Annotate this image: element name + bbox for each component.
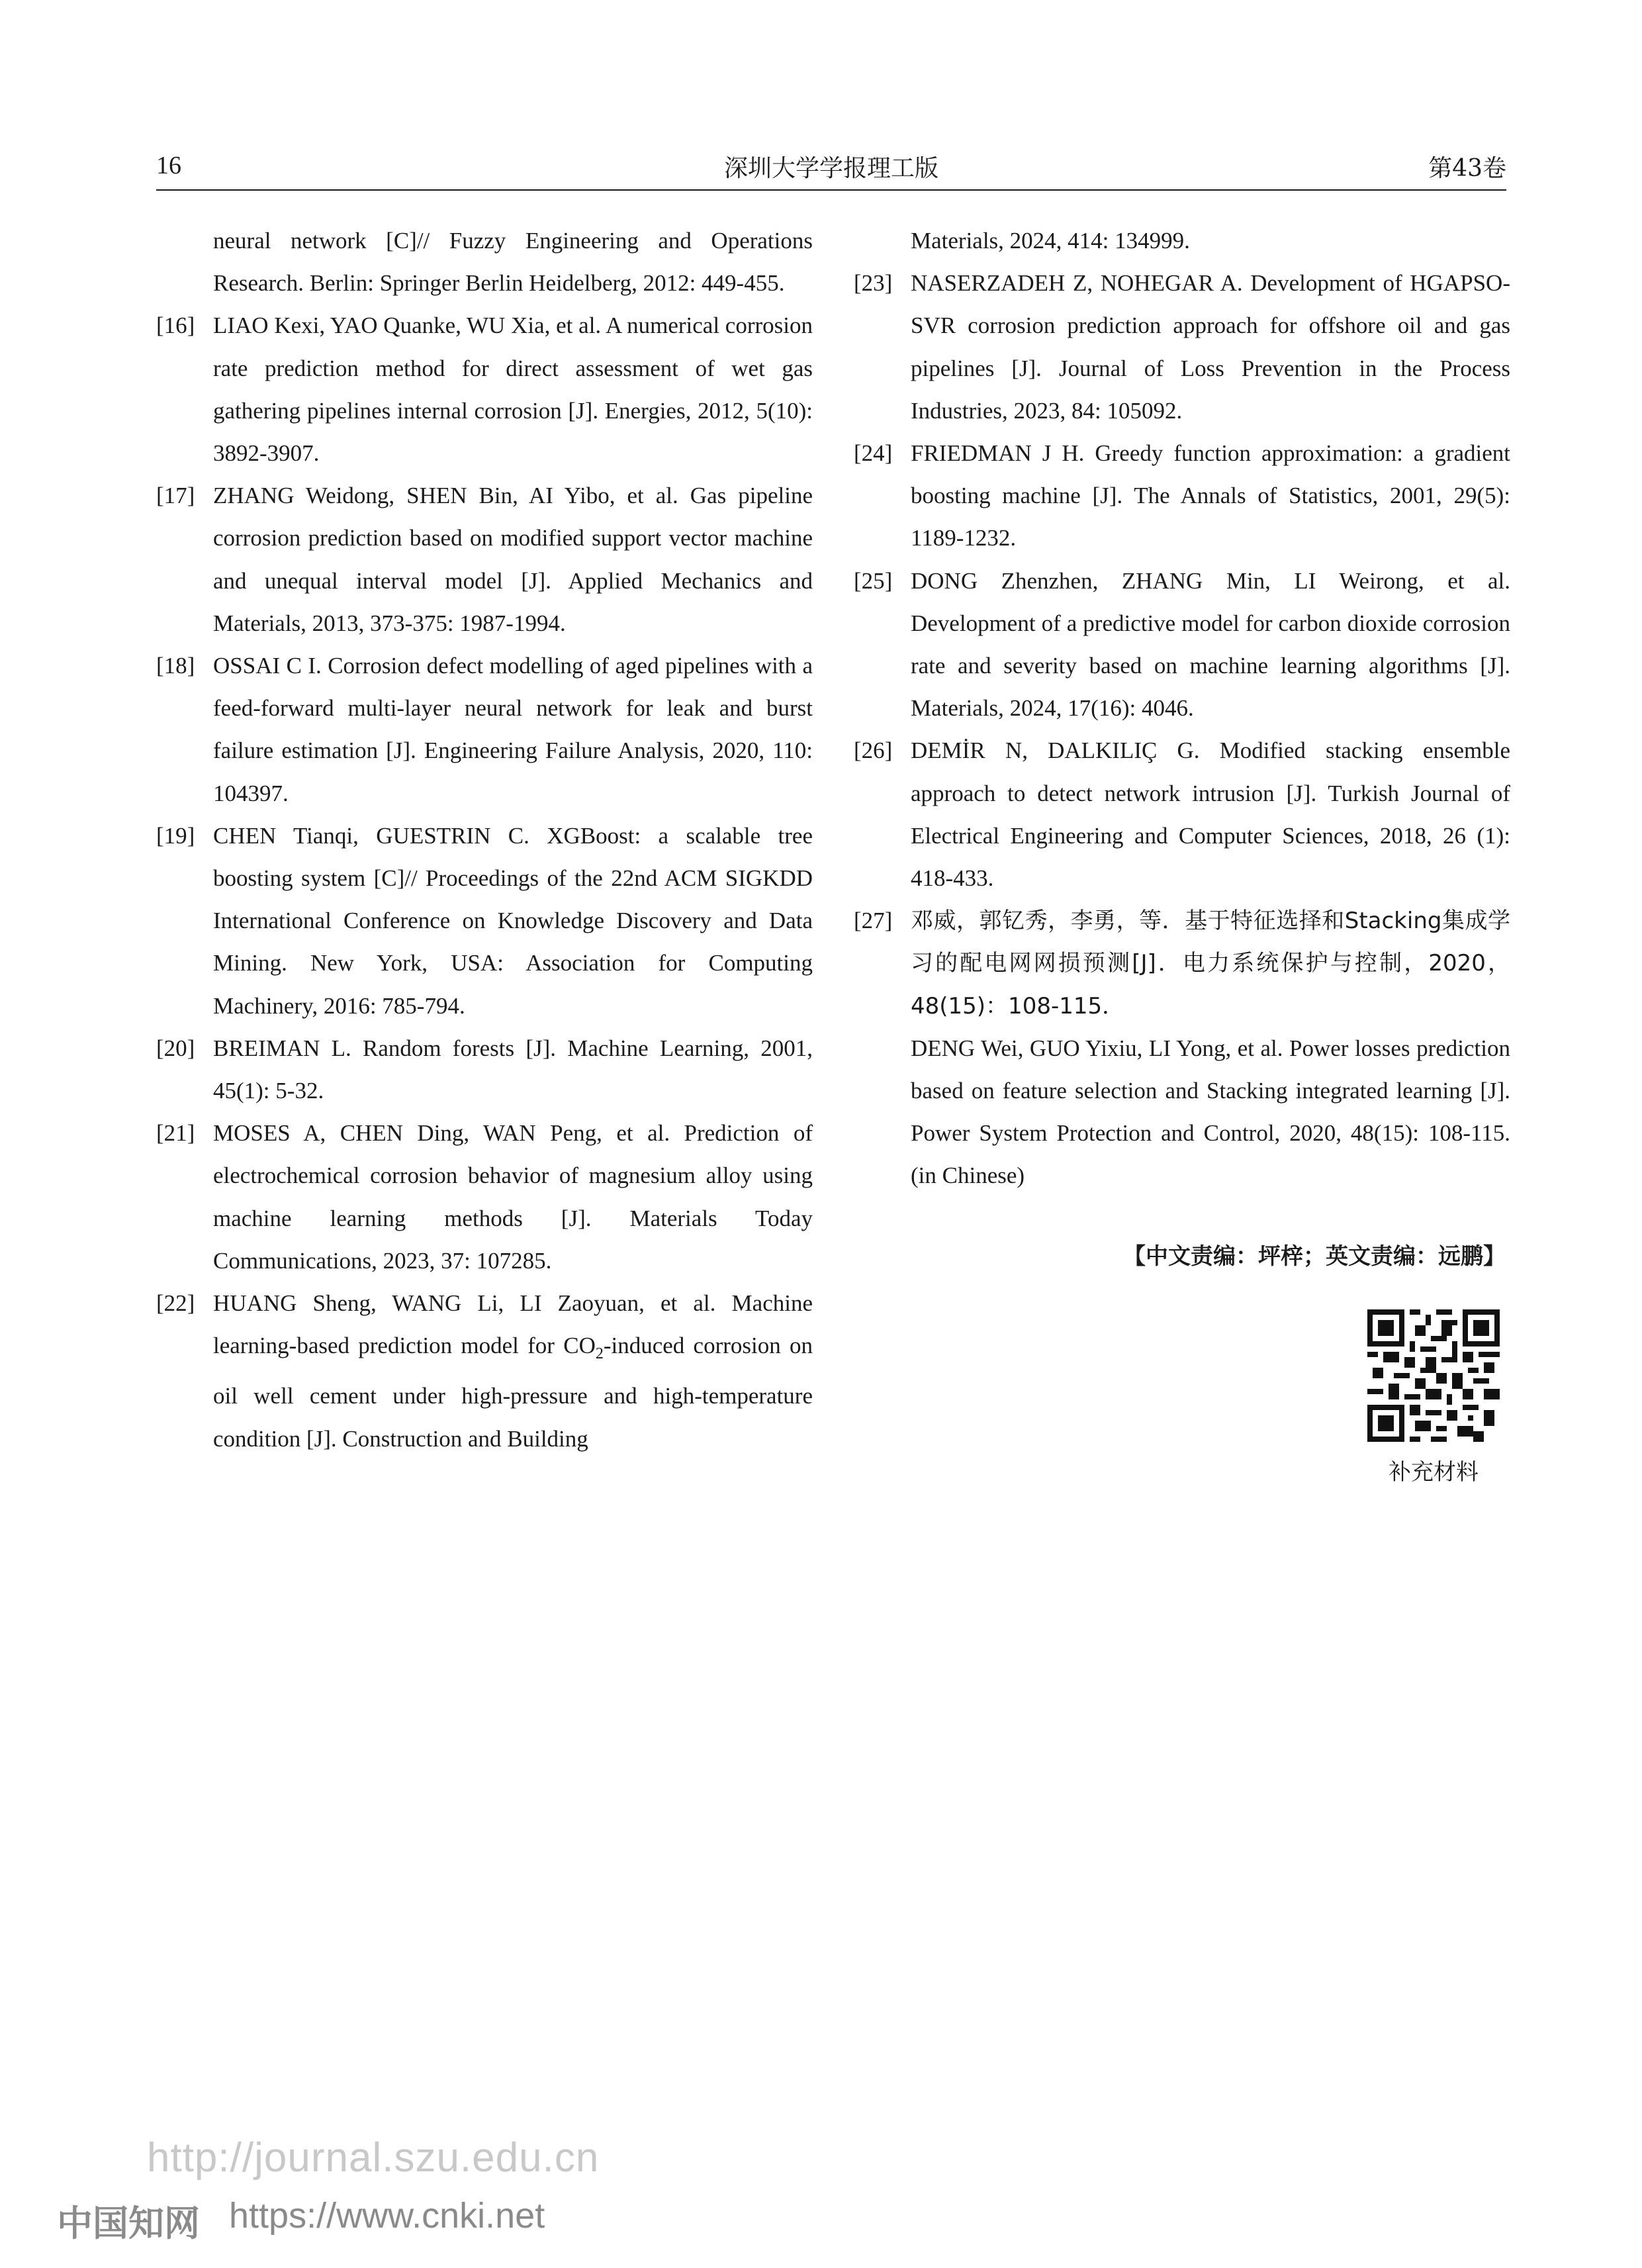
reference-item-21	[156, 1112, 813, 1282]
reference-number: [26]	[854, 737, 893, 764]
qr-code-icon[interactable]	[1367, 1309, 1500, 1442]
reference-text: OSSAI C I. Corrosion defect modelling of aged pipelines with a feed-forward multi-layer neural network for leak and burst failure estimation [J]. Engineering Failure Analysis, 2020, 110: 104397.	[213, 653, 813, 806]
volume-label: 第43卷	[1428, 155, 1506, 182]
reference-text-part: -induced corrosion on oil well cement under high-pressure and high-temperature condition [J]. Construction and Building	[213, 1333, 813, 1452]
reference-item-25	[854, 560, 1510, 730]
right-column	[854, 220, 1510, 1198]
subscript-2: 2	[595, 1345, 604, 1363]
reference-number: [16]	[156, 312, 195, 339]
reference-text: ZHANG Weidong, SHEN Bin, AI Yibo, et al. Gas pipeline corrosion prediction based on modified support vector machine and unequal interval model [J]. Applied Mechanics and Materials, 2013, 373-375: 1987-1994.	[213, 483, 813, 636]
reference-text: MOSES A, CHEN Ding, WAN Peng, et al. Prediction of electrochemical corrosion behavior of magnesium alloy using machine learning methods [J]. Materials Today Communications, 2023, 37: 107285.	[213, 1120, 813, 1274]
reference-number: [27]	[854, 908, 893, 934]
reference-item-20	[156, 1027, 813, 1112]
cnki-logo-text: 中国知网	[57, 2202, 200, 2244]
reference-number: [24]	[854, 440, 893, 467]
reference-item-27	[854, 900, 1510, 1197]
reference-number: [17]	[156, 483, 195, 509]
reference-continuation: neural network [C]// Fuzzy Engineering and Operations Research. Berlin: Springer Berlin Heidelberg, 2012: 449-455.	[213, 228, 813, 297]
reference-continuation: Materials, 2024, 414: 134999.	[911, 228, 1190, 254]
reference-item-17	[156, 475, 813, 645]
editor-credits: 【中文责编：坪梓；英文责编：远鹏】	[1123, 1243, 1506, 1270]
reference-text	[213, 1282, 813, 1460]
qr-caption: 补充材料	[1389, 1459, 1479, 1486]
reference-number: [25]	[854, 567, 893, 594]
reference-text-english: DENG Wei, GUO Yixiu, LI Yong, et al. Power losses prediction based on feature selection and Stacking integrated learning [J]. Power System Protection and Control, 2020, 48(15): 108-115. (in Chinese)	[911, 1035, 1510, 1189]
reference-item-24	[854, 432, 1510, 560]
reference-number: [19]	[156, 822, 195, 849]
reference-item-16	[156, 305, 813, 475]
reference-text: DONG Zhenzhen, ZHANG Min, LI Weirong, et al. Development of a predictive model for carbon dioxide corrosion rate and severity based on machine learning algorithms [J]. Materials, 2024, 17(16): 4046.	[911, 567, 1510, 722]
reference-number: [21]	[156, 1120, 195, 1147]
reference-number: [22]	[156, 1290, 195, 1317]
reference-item-18	[156, 645, 813, 815]
reference-item-23	[854, 262, 1510, 432]
reference-item-22	[156, 1282, 813, 1460]
reference-number: [18]	[156, 653, 195, 679]
journal-url-watermark[interactable]: http://journal.szu.edu.cn	[147, 2135, 600, 2181]
reference-text: NASERZADEH Z, NOHEGAR A. Development of HGAPSO-SVR corrosion prediction approach for offshore oil and gas pipelines [J]. Journal of Loss Prevention in the Process Industries, 2023, 84: 105092.	[911, 270, 1510, 424]
left-column	[156, 220, 813, 1460]
reference-text-chinese: 邓威，郭钇秀，李勇，等．基于特征选择和Stacking集成学习的配电网网损预测[J]．电力系统保护与控制，2020，48(15)：108-115．	[911, 908, 1510, 1019]
journal-name: 深圳大学学报理工版	[723, 155, 938, 182]
reference-text: BREIMAN L. Random forests [J]. Machine Learning, 2001, 45(1): 5-32.	[213, 1035, 813, 1104]
reference-number: [23]	[854, 270, 893, 297]
reference-text: CHEN Tianqi, GUESTRIN C. XGBoost: a scalable tree boosting system [C]// Proceedings of the 22nd ACM SIGKDD International Conference on Knowledge Discovery and Data Mining. New York, USA: Association for Computing Machinery, 2016: 785-794.	[213, 822, 813, 1019]
reference-text-part: HUANG Sheng, WANG Li, LI Zaoyuan, et al. Machine learning-based prediction model for CO	[213, 1290, 813, 1359]
page-number: 16	[156, 152, 181, 179]
reference-text: LIAO Kexi, YAO Quanke, WU Xia, et al. A numerical corrosion rate prediction method for direct assessment of wet gas gathering pipelines internal corrosion [J]. Energies, 2012, 5(10): 3892-3907.	[213, 312, 813, 467]
reference-item-19	[156, 815, 813, 1027]
header-rule	[156, 189, 1506, 191]
reference-number: [20]	[156, 1035, 195, 1061]
reference-text: FRIEDMAN J H. Greedy function approximation: a gradient boosting machine [J]. The Annals of Statistics, 2001, 29(5): 1189-1232.	[911, 440, 1510, 551]
reference-item-26	[854, 730, 1510, 900]
cnki-url-watermark[interactable]: https://www.cnki.net	[229, 2196, 545, 2236]
reference-text: DEMİR N, DALKILIÇ G. Modified stacking ensemble approach to detect network intrusion [J]. Turkish Journal of Electrical Engineering and Computer Sciences, 2018, 26 (1): 418-433.	[911, 737, 1510, 892]
running-header	[156, 147, 1506, 188]
